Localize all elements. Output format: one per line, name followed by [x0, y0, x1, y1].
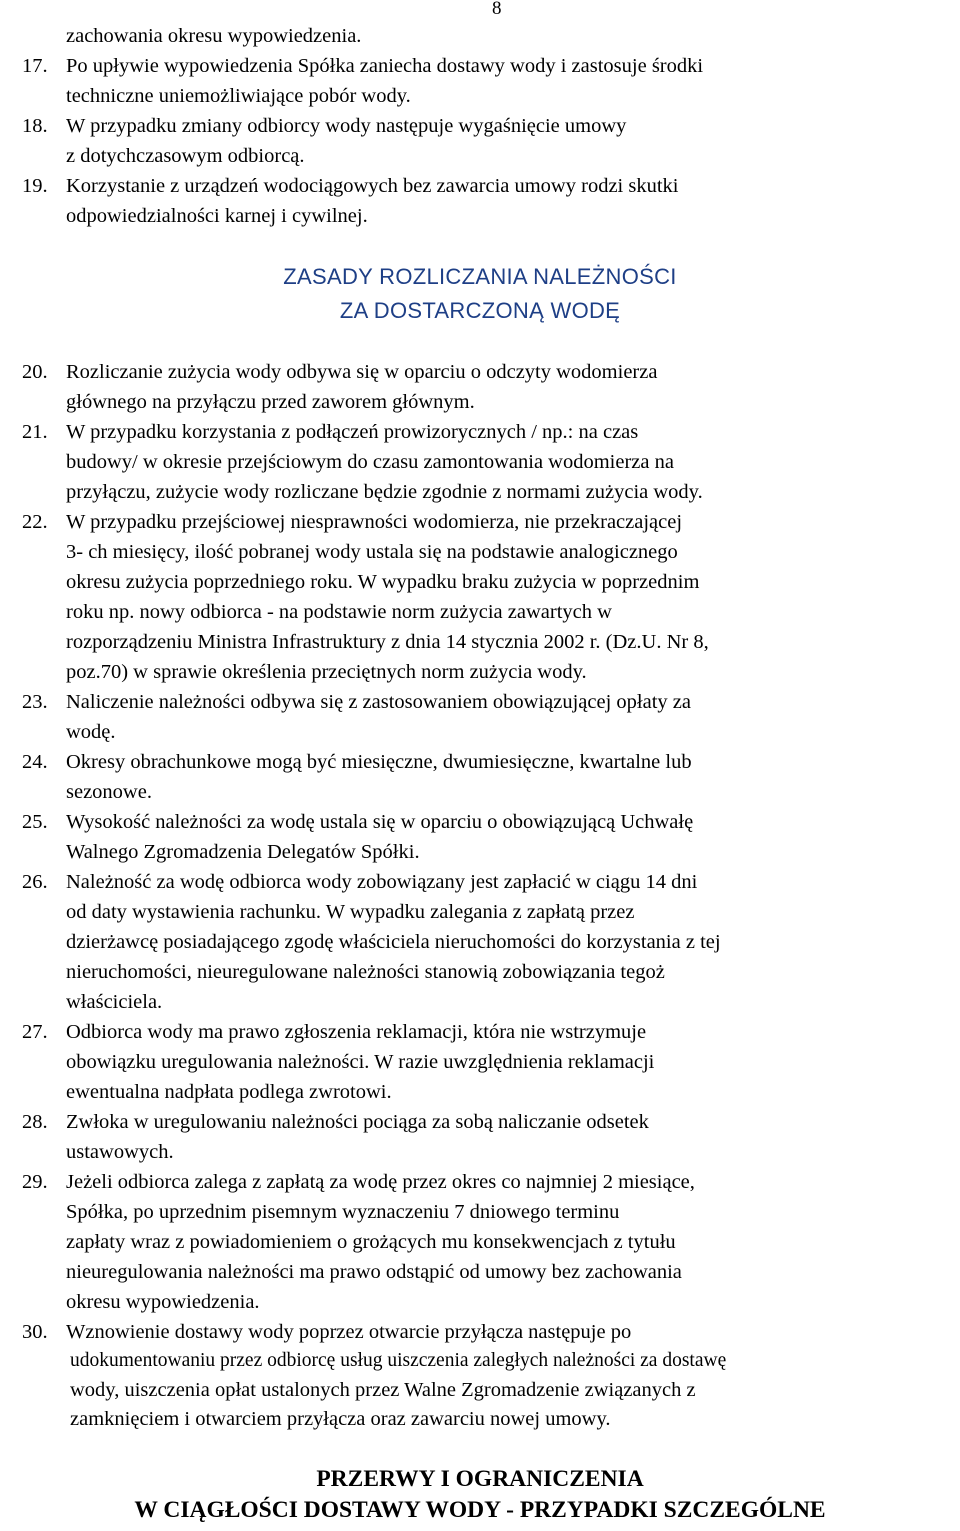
item-text-line: zamknięciem i otwarciem przyłącza oraz zawarciu nowej umowy. [70, 1408, 611, 1430]
item-number: 20. [22, 361, 48, 383]
item-text-line: roku np. nowy odbiorca - na podstawie norm zużycia zawartych w [66, 601, 612, 623]
section-heading-line: PRZERWY I OGRANICZENIA [316, 1466, 644, 1492]
item-number: 17. [22, 55, 48, 77]
item-text-line: 3- ch miesięcy, ilość pobranej wody ustala się na podstawie analogicznego [66, 541, 678, 563]
item-number: 30. [22, 1321, 48, 1343]
section-heading-line: ZASADY ROZLICZANIA NALEŻNOŚCI [283, 264, 677, 289]
item-text-line: Należność za wodę odbiorca wody zobowiązany jest zapłacić w ciągu 14 dni [66, 871, 698, 893]
item-text-line: budowy/ w okresie przejściowym do czasu zamontowania wodomierza na [66, 451, 674, 473]
item-text-line: obowiązku uregulowania należności. W razie uwzględnienia reklamacji [66, 1051, 655, 1073]
item-text-line: Jeżeli odbiorca zalega z zapłatą za wodę przez okres co najmniej 2 miesiące, [66, 1171, 695, 1193]
item-number: 23. [22, 691, 48, 713]
item-text-line: właściciela. [66, 991, 163, 1013]
item-text-line: rozporządzeniu Ministra Infrastruktury z dnia 14 stycznia 2002 r. (Dz.U. Nr 8, [66, 631, 709, 653]
item-number: 21. [22, 421, 48, 443]
item-number: 25. [22, 811, 48, 833]
item-text-line: głównego na przyłączu przed zaworem głównym. [66, 391, 475, 413]
item-text-line: okresu wypowiedzenia. [66, 1291, 260, 1313]
item-text-line: poz.70) w sprawie określenia przeciętnych norm zużycia wody. [66, 661, 587, 683]
item-text-line: W przypadku zmiany odbiorcy wody następuje wygaśnięcie umowy [66, 115, 627, 137]
page-number: 8 [492, 0, 502, 19]
item-text-line: wody, uiszczenia opłat ustalonych przez Walne Zgromadzenie związanych z [70, 1379, 696, 1401]
item-text-line: okresu zużycia poprzedniego roku. W wypadku braku zużycia w poprzednim [66, 571, 700, 593]
item-number: 28. [22, 1111, 48, 1133]
item-text-line: dzierżawcę posiadającego zgodę właściciela nieruchomości do korzystania z tej [66, 931, 721, 953]
item-text-line: Okresy obrachunkowe mogą być miesięczne, dwumiesięczne, kwartalne lub [66, 751, 692, 773]
item-text-line: techniczne uniemożliwiające pobór wody. [66, 85, 411, 107]
item-text-line: sezonowe. [66, 781, 152, 803]
item-number: 18. [22, 115, 48, 137]
item-text-line: przyłączu, zużycie wody rozliczane będzie zgodnie z normami zużycia wody. [66, 481, 703, 503]
item-number: 26. [22, 871, 48, 893]
item-text-line: z dotychczasowym odbiorcą. [66, 145, 305, 167]
item-text-line: odpowiedzialności karnej i cywilnej. [66, 205, 368, 227]
item-text-line: nieuregulowania należności ma prawo odstąpić od umowy bez zachowania [66, 1261, 682, 1283]
item-text-line: Walnego Zgromadzenia Delegatów Spółki. [66, 841, 420, 863]
item-text-line: W przypadku korzystania z podłączeń prowizorycznych / np.: na czas [66, 421, 639, 443]
item-text-line: Wysokość należności za wodę ustala się w oparciu o obowiązującą Uchwałę [66, 811, 694, 833]
item-text-line: Naliczenie należności odbywa się z zastosowaniem obowiązującej opłaty za [66, 691, 691, 713]
item-number: 22. [22, 511, 48, 533]
item-text-line: od daty wystawienia rachunku. W wypadku zalegania z zapłatą przez [66, 901, 635, 923]
item-number: 27. [22, 1021, 48, 1043]
item-text-line: Odbiorca wody ma prawo zgłoszenia reklamacji, która nie wstrzymuje [66, 1021, 647, 1043]
item-number: 29. [22, 1171, 48, 1193]
item-text-line: Po upływie wypowiedzenia Spółka zaniecha dostawy wody i zastosuje środki [66, 55, 704, 77]
item-text-line: udokumentowaniu przez odbiorcę usług uiszczenia zaległych należności za dostawę [70, 1350, 727, 1371]
item-text-line: W przypadku przejściowej niesprawności wodomierza, nie przekraczającej [66, 511, 683, 533]
item-text-line: Rozliczanie zużycia wody odbywa się w oparciu o odczyty wodomierza [66, 361, 658, 383]
item-text-line: Spółka, po uprzednim pisemnym wyznaczeniu 7 dniowego terminu [66, 1201, 620, 1223]
item-text-line: zapłaty wraz z powiadomieniem o grożących mu konsekwencjach z tytułu [66, 1231, 676, 1253]
item-text-line: ustawowych. [66, 1141, 174, 1163]
item-text-line: Wznowienie dostawy wody poprzez otwarcie przyłącza następuje po [66, 1321, 632, 1343]
section-heading-line: ZA DOSTARCZONĄ WODĘ [339, 298, 621, 323]
item-number: 24. [22, 751, 48, 773]
item-text-line: wodę. [66, 721, 116, 743]
continuation-line: zachowania okresu wypowiedzenia. [66, 25, 362, 47]
item-number: 19. [22, 175, 48, 197]
item-text-line: ewentualna nadpłata podlega zwrotowi. [66, 1081, 392, 1103]
section-heading-line: W CIĄGŁOŚCI DOSTAWY WODY - PRZYPADKI SZCZEGÓLNE [134, 1497, 826, 1523]
item-text-line: Korzystanie z urządzeń wodociągowych bez zawarcia umowy rodzi skutki [66, 175, 679, 197]
item-text-line: nieruchomości, nieuregulowane należności stanowią zobowiązania tegoż [66, 961, 665, 983]
item-text-line: Zwłoka w uregulowaniu należności pociąga za sobą naliczanie odsetek [66, 1111, 649, 1133]
